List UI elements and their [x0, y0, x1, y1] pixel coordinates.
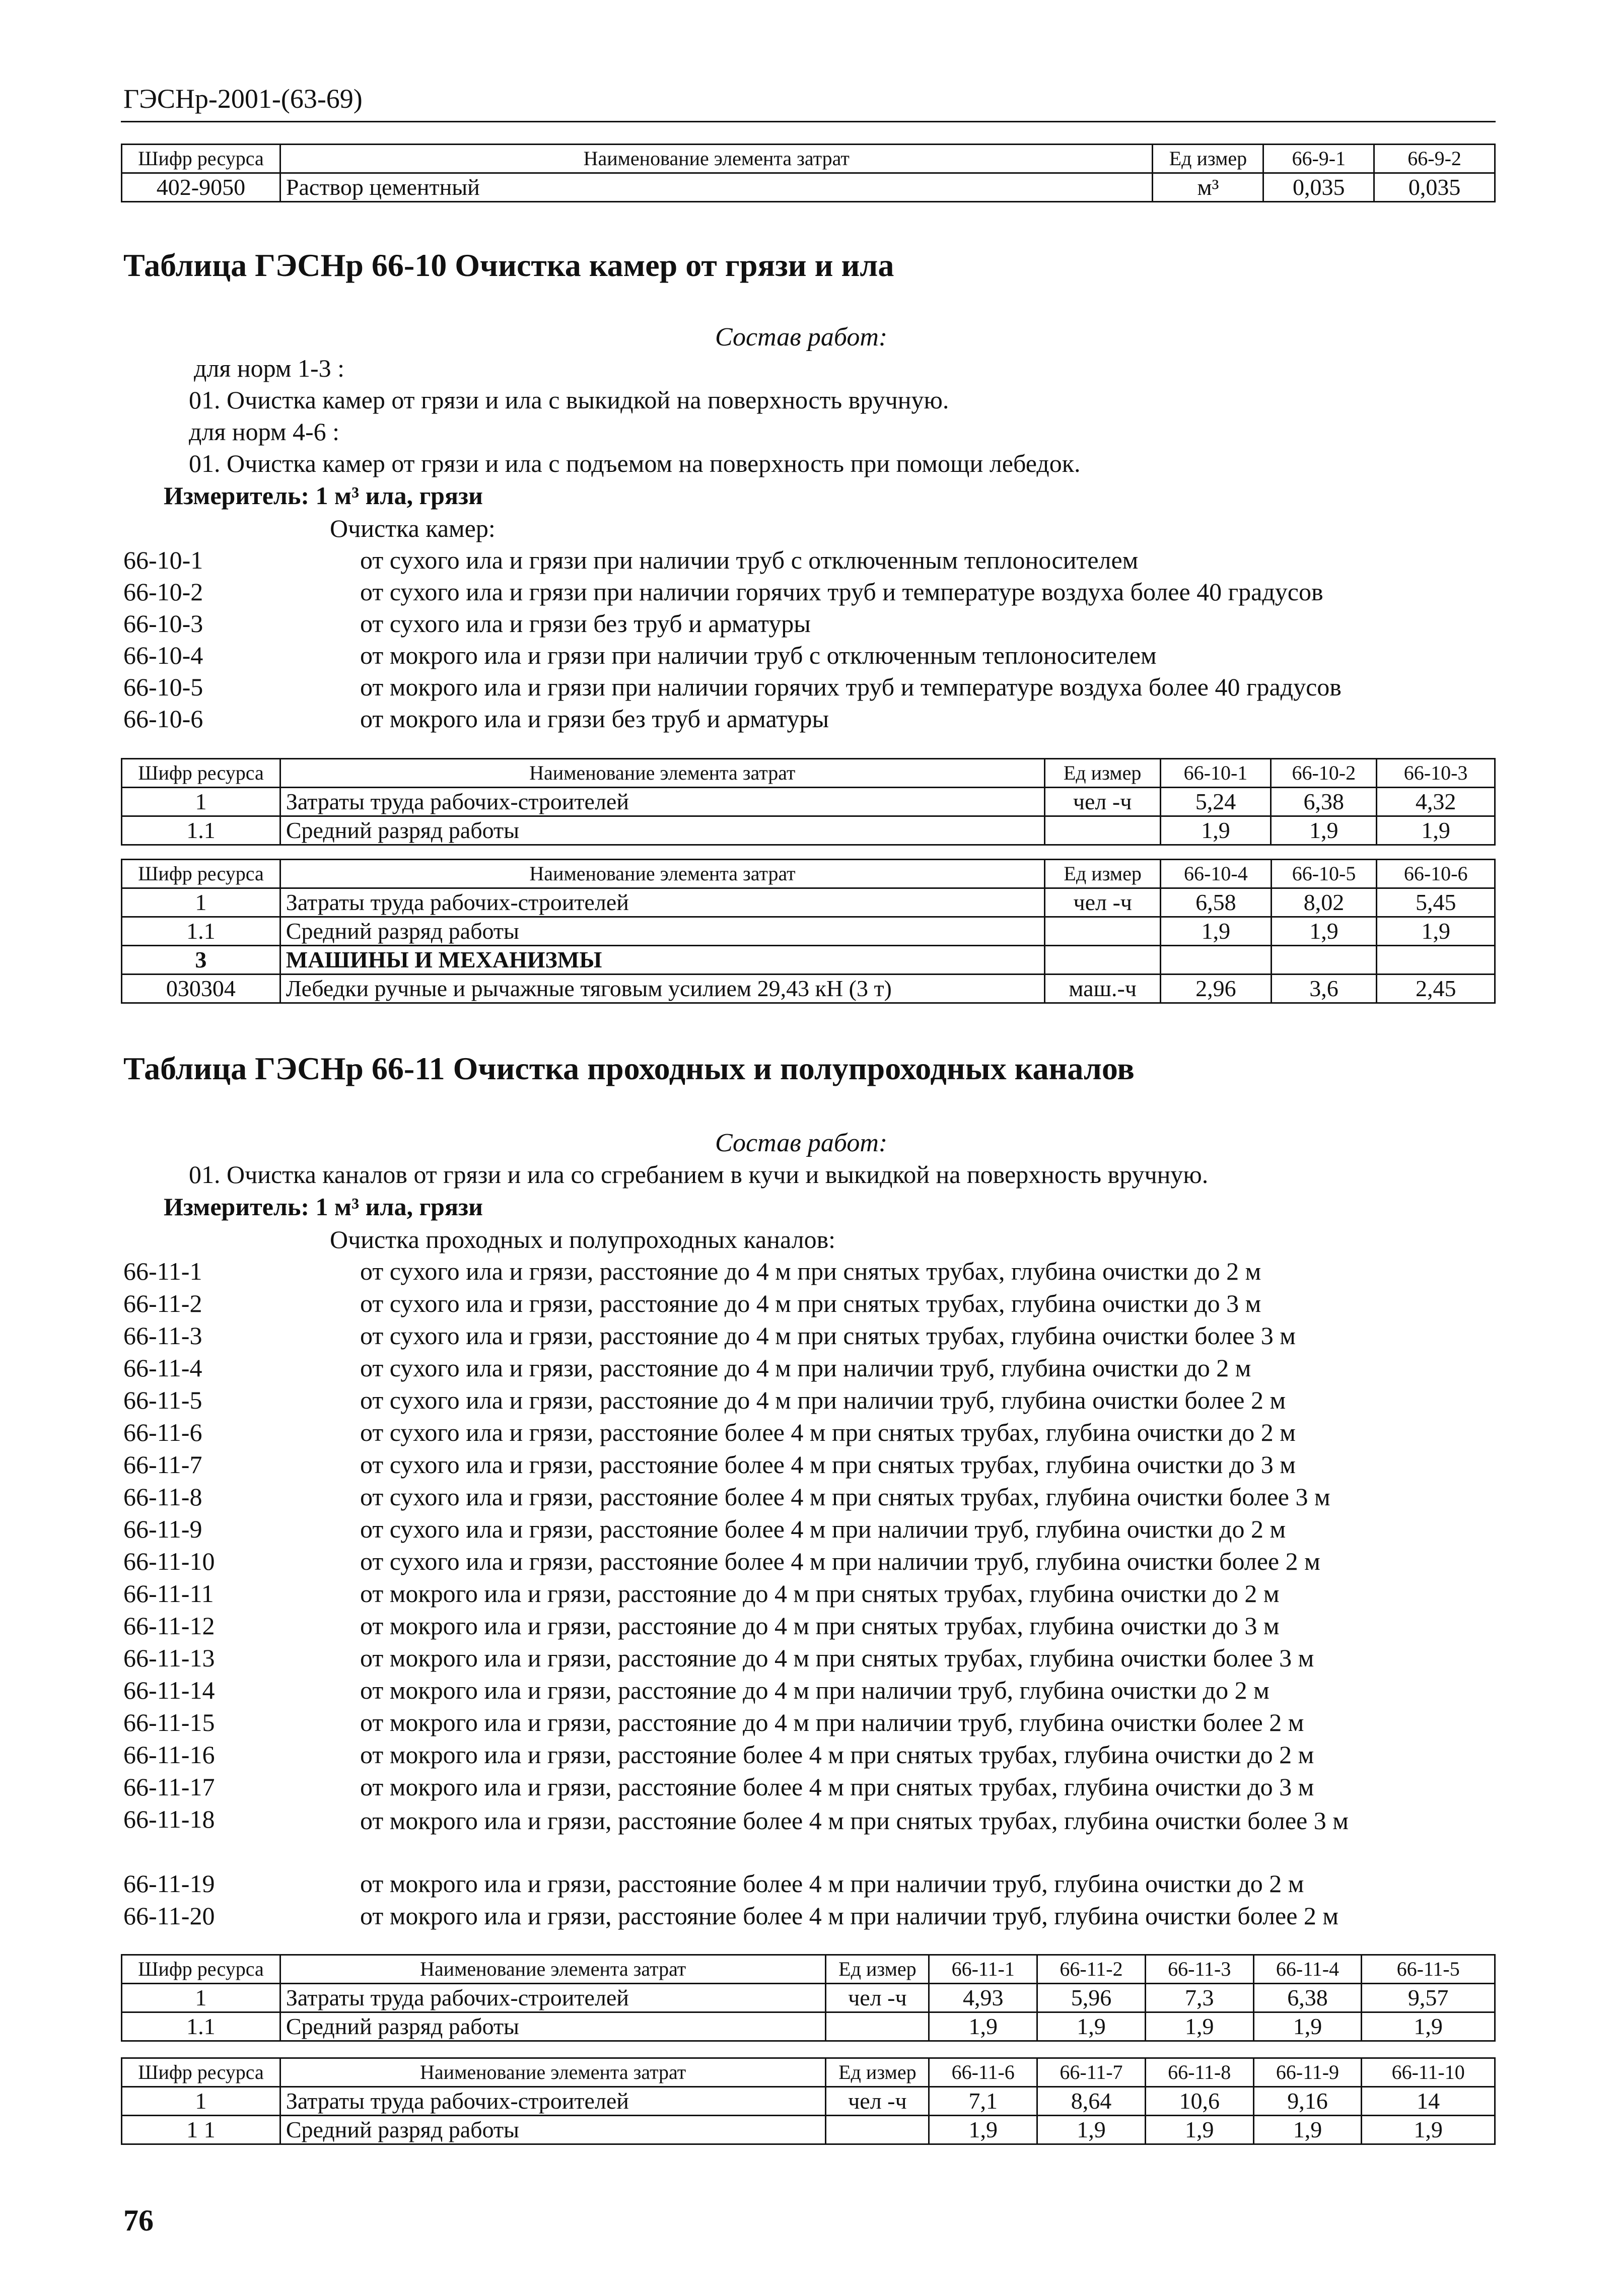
- unit: м³: [1153, 173, 1263, 202]
- norm-description: от мокрого ила и грязи, расстояние более 4 м при снятых трубах, глубина очистки более 3 м: [360, 1806, 1349, 1835]
- norm-value: 1,9: [929, 2116, 1037, 2144]
- section-title-66-11: Таблица ГЭСНр 66-11 Очистка проходных и полупроходных каналов: [123, 1051, 1135, 1086]
- norm-value: 1,9: [1271, 816, 1377, 845]
- norm-value: 1,9: [1271, 917, 1377, 946]
- col-norm: 66-11-1: [929, 1955, 1037, 1984]
- cost-element-name: Затраты труда рабочих-строителей: [280, 788, 1044, 816]
- norm-value: 1,9: [1037, 2116, 1146, 2144]
- col-cost-element: Наименование элемента затрат: [280, 2058, 826, 2087]
- norm-value: 1,9: [1362, 2116, 1495, 2144]
- document-code: ГЭСНр-2001-(63-69): [123, 84, 363, 114]
- norm-description: от сухого ила и грязи, расстояние до 4 м при наличии труб, глубина очистки до 2 м: [360, 1354, 1251, 1382]
- resource-code: 1: [122, 788, 280, 816]
- table-row: [122, 788, 1495, 816]
- unit: чел -ч: [1045, 888, 1161, 917]
- col-norm: 66-11-6: [929, 2058, 1037, 2087]
- resource-code: 030304: [122, 975, 280, 1003]
- norm-value: 6,38: [1253, 1984, 1362, 2012]
- unit: чел -ч: [826, 1984, 929, 2012]
- cost-element-name: Средний разряд работы: [280, 917, 1045, 946]
- norm-value: 5,45: [1377, 888, 1495, 917]
- norm-value: 0,035: [1374, 173, 1495, 202]
- col-norm: 66-9-2: [1374, 145, 1495, 173]
- resource-code: 402-9050: [122, 173, 280, 202]
- col-norm: 66-11-4: [1253, 1955, 1362, 1984]
- norm-value: 7,1: [929, 2087, 1037, 2116]
- cost-element-name: Затраты труда рабочих-строителей: [280, 1984, 826, 2012]
- norm-value: 1,9: [1160, 816, 1271, 845]
- norm-value: 8,02: [1271, 888, 1377, 917]
- norm-code: 66-10-2: [123, 578, 203, 606]
- composition-line: 01. Очистка камер от грязи и ила с выкидкой на поверхность вручную.: [189, 386, 949, 414]
- section-title-66-10: Таблица ГЭСНр 66-10 Очистка камер от грязи и ила: [123, 247, 894, 283]
- col-cost-element: Наименование элемента затрат: [280, 145, 1153, 173]
- table-row: [122, 888, 1495, 917]
- resource-code: 1.1: [122, 2012, 280, 2041]
- table-header-row: [122, 1955, 1495, 1984]
- cost-element-name: Средний разряд работы: [280, 816, 1044, 845]
- table-header-row: [122, 860, 1495, 888]
- norm-code: 66-11-20: [123, 1902, 215, 1930]
- norm-value: [1377, 946, 1495, 975]
- norm-value: 2,45: [1377, 975, 1495, 1003]
- composition-line: 01. Очистка камер от грязи и ила с подъемом на поверхность при помощи лебедок.: [189, 449, 1081, 477]
- norm-code: 66-11-7: [123, 1450, 202, 1479]
- norm-description: от сухого ила и грязи при наличии горячих труб и температуре воздуха более 40 градусов: [360, 578, 1323, 606]
- norm-value: 0,035: [1263, 173, 1374, 202]
- col-unit: Ед измер: [1044, 759, 1160, 788]
- norm-code: 66-10-6: [123, 705, 203, 733]
- composition-line: 01. Очистка каналов от грязи и ила со сгребанием в кучи и выкидкой на поверхность вручную.: [189, 1160, 1209, 1189]
- cost-element-name: МАШИНЫ И МЕХАНИЗМЫ: [280, 946, 1045, 975]
- norm-description: от мокрого ила и грязи, расстояние более 4 м при снятых трубах, глубина очистки до 3 м: [360, 1773, 1314, 1801]
- norm-value: 4,93: [929, 1984, 1037, 2012]
- norm-code: 66-11-15: [123, 1708, 215, 1736]
- col-cost-element: Наименование элемента затрат: [280, 759, 1044, 788]
- col-norm: 66-10-2: [1271, 759, 1377, 788]
- norm-description: от мокрого ила и грязи, расстояние до 4 м при снятых трубах, глубина очистки до 3 м: [360, 1612, 1280, 1640]
- resource-code: 1 1: [122, 2116, 280, 2144]
- col-norm: 66-11-8: [1145, 2058, 1253, 2087]
- norm-value: 1,9: [1253, 2012, 1362, 2041]
- col-unit: Ед измер: [826, 1955, 929, 1984]
- col-norm: 66-10-5: [1271, 860, 1377, 888]
- norm-value: 1,9: [1253, 2116, 1362, 2144]
- norm-value: [1161, 946, 1272, 975]
- resource-table-66-9: [121, 144, 1496, 202]
- norm-value: 9,57: [1362, 1984, 1495, 2012]
- norm-description: от сухого ила и грязи без труб и арматуры: [360, 609, 811, 638]
- col-unit: Ед измер: [1045, 860, 1161, 888]
- col-resource-code: Шифр ресурса: [122, 1955, 280, 1984]
- norm-description: от мокрого ила и грязи, расстояние до 4 м при наличии труб, глубина очистки более 2 м: [360, 1708, 1304, 1736]
- norm-value: [1271, 946, 1377, 975]
- table-row: [122, 173, 1495, 202]
- norm-code: 66-11-6: [123, 1418, 202, 1446]
- norm-description: от мокрого ила и грязи, расстояние более 4 м при наличии труб, глубина очистки более 2 м: [360, 1902, 1339, 1930]
- cost-element-name: Средний разряд работы: [280, 2116, 826, 2144]
- col-unit: Ед измер: [826, 2058, 929, 2087]
- resource-table-66-11-b: [121, 2057, 1496, 2145]
- norm-value: 5,96: [1037, 1984, 1146, 2012]
- cost-element-name: Затраты труда рабочих-строителей: [280, 888, 1045, 917]
- norm-description: от сухого ила и грязи, расстояние до 4 м при наличии труб, глубина очистки более 2 м: [360, 1386, 1286, 1414]
- norm-value: 9,16: [1253, 2087, 1362, 2116]
- norm-description: от мокрого ила и грязи при наличии труб с отключенным теплоносителем: [360, 641, 1157, 669]
- norm-description: от мокрого ила и грязи, расстояние до 4 м при наличии труб, глубина очистки до 2 м: [360, 1676, 1270, 1704]
- norm-description: от сухого ила и грязи, расстояние до 4 м при снятых трубах, глубина очистки более 3 м: [360, 1321, 1296, 1350]
- col-norm: 66-10-4: [1161, 860, 1272, 888]
- norm-code: 66-10-5: [123, 673, 203, 701]
- norm-code: 66-10-3: [123, 609, 203, 638]
- table-row: [122, 2012, 1495, 2041]
- col-norm: 66-11-7: [1037, 2058, 1146, 2087]
- col-norm: 66-9-1: [1263, 145, 1374, 173]
- norm-description: от сухого ила и грязи, расстояние более 4 м при снятых трубах, глубина очистки более 3 м: [360, 1483, 1330, 1511]
- table-row: [122, 1984, 1495, 2012]
- norm-code: 66-10-1: [123, 546, 203, 574]
- norm-description: от сухого ила и грязи, расстояние более 4 м при снятых трубах, глубина очистки до 3 м: [360, 1450, 1296, 1479]
- norm-code: 66-11-5: [123, 1386, 202, 1414]
- norm-description: от мокрого ила и грязи, расстояние более 4 м при наличии труб, глубина очистки до 2 м: [360, 1869, 1304, 1898]
- col-norm: 66-11-9: [1253, 2058, 1362, 2087]
- cost-element-name: Средний разряд работы: [280, 2012, 826, 2041]
- table-row: [122, 946, 1495, 975]
- norm-description: от мокрого ила и грязи при наличии горячих труб и температуре воздуха более 40 градусов: [360, 673, 1342, 701]
- norm-value: 7,3: [1145, 1984, 1253, 2012]
- norm-value: 6,38: [1271, 788, 1377, 816]
- norm-value: 8,64: [1037, 2087, 1146, 2116]
- measure-label: Измеритель:: [164, 1193, 310, 1221]
- resource-code: 1: [122, 2087, 280, 2116]
- norm-code: 66-11-19: [123, 1869, 215, 1898]
- col-unit: Ед измер: [1153, 145, 1263, 173]
- work-composition-heading: Состав работ:: [715, 1129, 888, 1157]
- col-norm: 66-11-2: [1037, 1955, 1146, 1984]
- norm-value: 10,6: [1145, 2087, 1253, 2116]
- cost-element-name: Лебедки ручные и рычажные тяговым усилием 29,43 кН (3 т): [280, 975, 1045, 1003]
- col-cost-element: Наименование элемента затрат: [280, 860, 1045, 888]
- resource-table-66-11-a: [121, 1954, 1496, 2042]
- resource-table-66-10-b: [121, 859, 1496, 1004]
- table-row: [122, 2087, 1495, 2116]
- norm-description: от сухого ила и грязи, расстояние более 4 м при наличии труб, глубина очистки более 2 м: [360, 1547, 1320, 1575]
- col-norm: 66-10-6: [1377, 860, 1495, 888]
- unit: маш.-ч: [1045, 975, 1161, 1003]
- norm-description: от сухого ила и грязи, расстояние до 4 м при снятых трубах, глубина очистки до 2 м: [360, 1257, 1261, 1285]
- norm-code: 66-11-12: [123, 1612, 215, 1640]
- norm-value: 5,24: [1160, 788, 1271, 816]
- group-heading: Очистка проходных и полупроходных каналов:: [330, 1225, 836, 1254]
- col-resource-code: Шифр ресурса: [122, 759, 280, 788]
- norm-description: от сухого ила и грязи, расстояние более 4 м при наличии труб, глубина очистки до 2 м: [360, 1515, 1286, 1543]
- norm-value: 1,9: [1377, 816, 1495, 845]
- measure-line: [164, 481, 483, 510]
- norm-code: 66-11-10: [123, 1547, 215, 1575]
- col-cost-element: Наименование элемента затрат: [280, 1955, 826, 1984]
- norm-code: 66-11-4: [123, 1354, 202, 1382]
- norm-code: 66-11-8: [123, 1483, 202, 1511]
- resource-code: 1: [122, 1984, 280, 2012]
- norm-value: 1,9: [1362, 2012, 1495, 2041]
- norm-description: от мокрого ила и грязи без труб и арматуры: [360, 705, 829, 733]
- col-norm: 66-10-3: [1377, 759, 1495, 788]
- unit: [1045, 917, 1161, 946]
- table-row: [122, 975, 1495, 1003]
- norm-value: 1,9: [1377, 917, 1495, 946]
- col-resource-code: Шифр ресурса: [122, 145, 280, 173]
- group-heading: Очистка камер:: [330, 514, 496, 542]
- unit: [826, 2116, 929, 2144]
- cost-element-name: Раствор цементный: [280, 173, 1153, 202]
- col-norm: 66-11-5: [1362, 1955, 1495, 1984]
- norm-value: 4,32: [1377, 788, 1495, 816]
- norm-code: 66-11-2: [123, 1289, 202, 1317]
- unit: [1044, 816, 1160, 845]
- unit: [1045, 946, 1161, 975]
- norm-code: 66-11-1: [123, 1257, 202, 1285]
- table-header-row: [122, 2058, 1495, 2087]
- norm-value: 1,9: [1145, 2012, 1253, 2041]
- work-composition-heading: Состав работ:: [715, 323, 888, 352]
- header-divider: [121, 121, 1496, 122]
- unit: [826, 2012, 929, 2041]
- table-header-row: [122, 145, 1495, 173]
- composition-line: для норм 4-6 :: [189, 418, 340, 446]
- norm-code: 66-11-9: [123, 1515, 202, 1543]
- measure-label: Измеритель:: [164, 481, 310, 510]
- norm-description: от сухого ила и грязи, расстояние до 4 м при снятых трубах, глубина очистки до 3 м: [360, 1289, 1261, 1317]
- col-norm: 66-11-10: [1362, 2058, 1495, 2087]
- norm-description: от мокрого ила и грязи, расстояние до 4 м при снятых трубах, глубина очистки до 2 м: [360, 1579, 1280, 1608]
- norm-value: 1,9: [929, 2012, 1037, 2041]
- norm-code: 66-11-3: [123, 1321, 202, 1350]
- composition-line: для норм 1-3 :: [194, 354, 345, 382]
- norm-description: от сухого ила и грязи при наличии труб с отключенным теплоносителем: [360, 546, 1139, 574]
- table-row: [122, 917, 1495, 946]
- norm-value: 14: [1362, 2087, 1495, 2116]
- norm-description: от мокрого ила и грязи, расстояние до 4 м при снятых трубах, глубина очистки более 3 м: [360, 1644, 1314, 1672]
- norm-value: 1,9: [1037, 2012, 1146, 2041]
- col-resource-code: Шифр ресурса: [122, 860, 280, 888]
- resource-table-66-10-a: [121, 758, 1496, 846]
- norm-value: 6,58: [1161, 888, 1272, 917]
- measure-value: 1 м³ ила, грязи: [315, 481, 483, 510]
- norm-value: 2,96: [1161, 975, 1272, 1003]
- table-header-row: [122, 759, 1495, 788]
- col-norm: 66-11-3: [1145, 1955, 1253, 1984]
- col-norm: 66-10-1: [1160, 759, 1271, 788]
- norm-code: 66-11-16: [123, 1741, 215, 1769]
- resource-code: 1.1: [122, 816, 280, 845]
- norm-description: от сухого ила и грязи, расстояние более 4 м при снятых трубах, глубина очистки до 2 м: [360, 1418, 1296, 1446]
- norm-code: 66-11-14: [123, 1676, 215, 1704]
- norm-value: 1,9: [1161, 917, 1272, 946]
- norm-code: 66-11-17: [123, 1773, 215, 1801]
- norm-code: 66-11-18: [123, 1805, 215, 1833]
- resource-code: 1: [122, 888, 280, 917]
- norm-description: от мокрого ила и грязи, расстояние более 4 м при снятых трубах, глубина очистки до 2 м: [360, 1741, 1314, 1769]
- measure-value: 1 м³ ила, грязи: [315, 1193, 483, 1221]
- table-row: [122, 2116, 1495, 2144]
- cost-element-name: Затраты труда рабочих-строителей: [280, 2087, 826, 2116]
- norm-code: 66-11-11: [123, 1579, 214, 1608]
- resource-code: 1.1: [122, 917, 280, 946]
- measure-line: [164, 1192, 483, 1221]
- col-resource-code: Шифр ресурса: [122, 2058, 280, 2087]
- unit: чел -ч: [826, 2087, 929, 2116]
- norm-value: 3,6: [1271, 975, 1377, 1003]
- table-row: [122, 816, 1495, 845]
- norm-value: 1,9: [1145, 2116, 1253, 2144]
- norm-code: 66-11-13: [123, 1644, 215, 1672]
- norm-code: 66-10-4: [123, 641, 203, 669]
- resource-code: 3: [122, 946, 280, 975]
- page-number: 76: [123, 2204, 154, 2237]
- unit: чел -ч: [1044, 788, 1160, 816]
